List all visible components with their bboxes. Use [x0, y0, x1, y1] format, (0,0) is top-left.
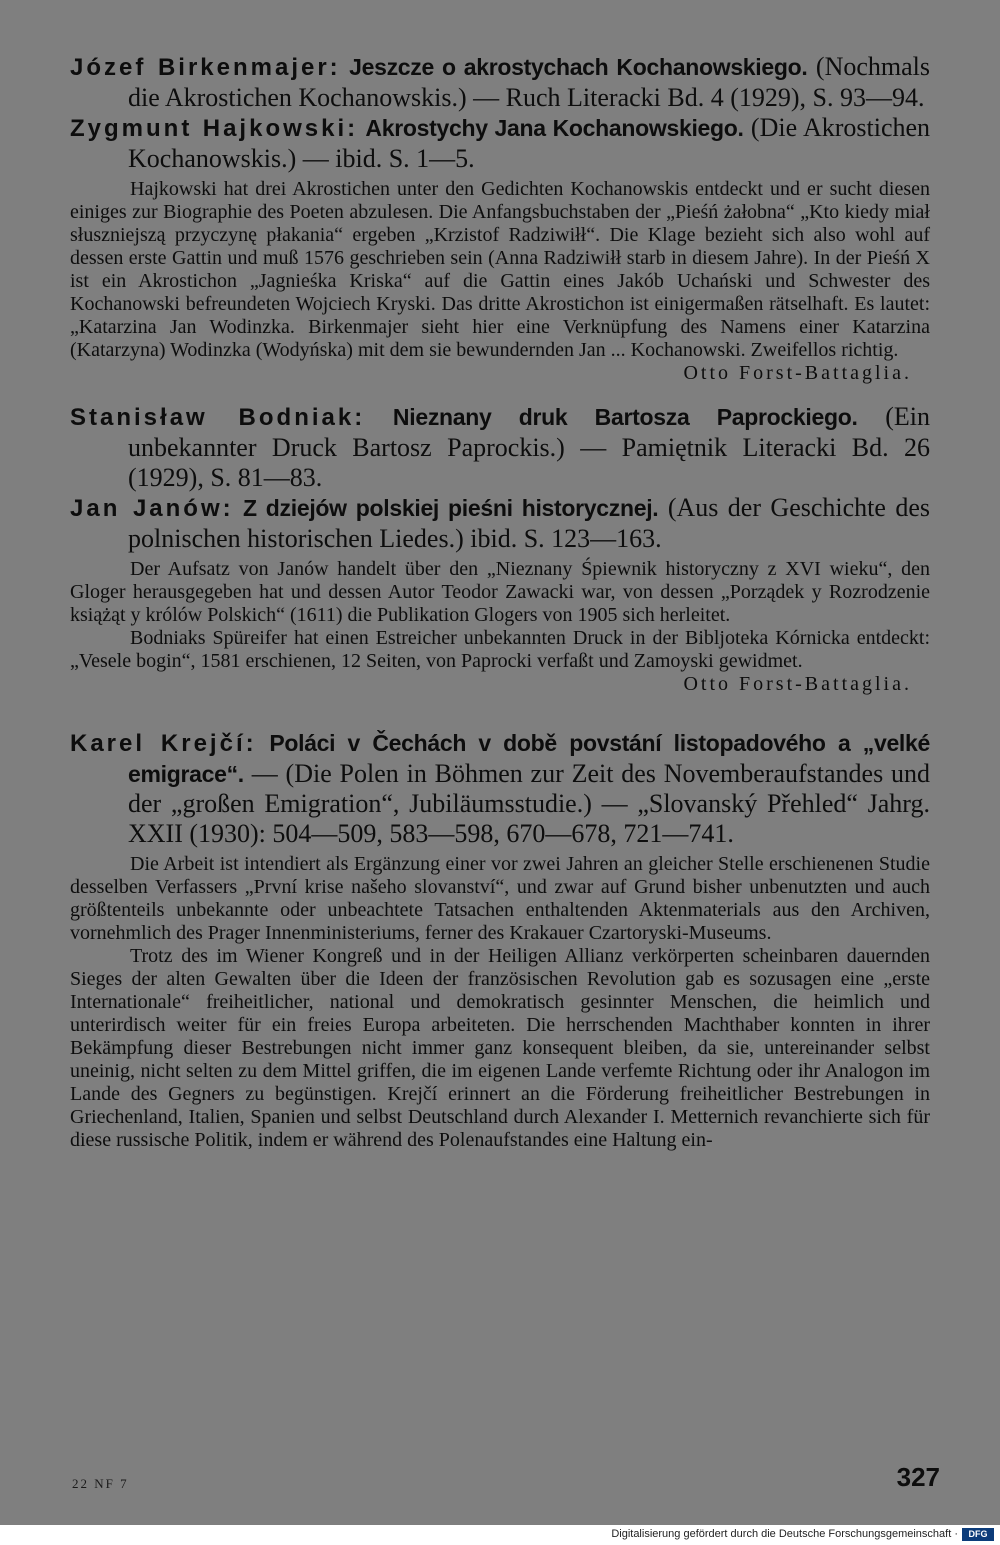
page-content: [70, 52, 930, 1152]
review-paragraph: Trotz des im Wiener Kongreß und in der Heiligen Allianz verkörperten scheinbaren dauernden Sieges der alten Gewalten über die Ideen der französischen Revolution gab es sozusagen eine „erste Internationale“ freiheitlicher, national und demokratisch gesinnter Menschen, die heimlich und unterirdisch weiter für ein freies Europa arbeiteten. Die herrschenden Machthaber konnten in ihrer Bekämpfung dieser Bestrebungen nicht immer ganz konsequent bleiben, da sie, untereinander selbst uneinig, nicht selten zu dem Mittel griffen, die im eigenen Lande verfemte Richtung oder ihr Analogon im Lande des Gegners zu begünstigen. Krejčí erinnert an die Förderung freiheitlicher Bestrebungen in Griechenland, Italien, Spanien und selbst Deutschland durch Alexander I. Metternich revanchierte sich für diese russische Politik, indem er während des Polenaufstandes eine Haltung ein-: [70, 945, 930, 1151]
entry-citation: (Ein unbekannter Druck Bartosz Paprockis.) — Pamiętnik Literacki Bd. 26 (1929), S. 81—83.: [128, 402, 930, 492]
entry-heading: [70, 728, 930, 849]
entry-heading: [70, 52, 930, 113]
entry-citation: — (Die Polen in Böhmen zur Zeit des Novemberaufstandes und der „großen Emigration“, Jubiläumsstudie.) — „Slovanský Přehled“ Jahrg. XXII (1930): 504—509, 583—598, 670—678, 721—741.: [128, 759, 931, 848]
bibliography-entry: [70, 493, 930, 696]
entry-citation: (Aus der Geschichte des polnischen historischen Liedes.) ibid. S. 123—163.: [128, 493, 931, 553]
review-paragraph: [70, 178, 930, 384]
dfg-logo-icon: DFG: [962, 1528, 994, 1541]
entry-author: Zygmunt Hajkowski:: [70, 115, 359, 142]
bibliography-entry: [70, 52, 930, 113]
review-signature: Otto Forst-Battaglia.: [683, 673, 912, 695]
entry-heading: [70, 402, 930, 493]
page-number: 327: [896, 1462, 940, 1492]
digitization-credit-text: Digitalisierung gefördert durch die Deutsche Forschungsgemeinschaft ·: [611, 1528, 958, 1540]
entry-title: Akrostychy Jana Kochanowskiego.: [365, 115, 744, 141]
signature-mark: 22 NF 7: [72, 1476, 129, 1491]
entry-title: Z dziejów polskiej pieśni historycznej.: [243, 495, 659, 521]
entry-citation: (Nochmals die Akrostichen Kochanowskis.) — Ruch Literacki Bd. 4 (1929), S. 93—94.: [128, 52, 930, 112]
entry-author: Karel Krejčí:: [70, 730, 257, 757]
entry-heading: [70, 113, 930, 174]
digitization-credit-bar: [0, 1525, 1000, 1545]
review-paragraph: Der Aufsatz von Janów handelt über den „Nieznany Śpiewnik historyczny z XVI wieku“, den Gloger herausgegeben hat und dessen Autor Teodor Zawacki war, von dessen „Porządek y Rozrodzenie książąt y królów Polskich“ (1611) die Publikation Glogers von 1905 sich herleitet.: [70, 558, 930, 626]
bibliography-entry: [70, 728, 930, 1152]
entry-author: Jan Janów:: [70, 495, 234, 522]
entry-title: Poláci v Čechách v době povstání listopadového a „velké emigrace“.: [128, 730, 931, 787]
review-signature: Otto Forst-Battaglia.: [683, 362, 912, 384]
entry-citation: (Die Akrostichen Kochanowskis.) — ibid. S. 1—5.: [128, 113, 931, 173]
review-text: Hajkowski hat drei Akrostichen unter den Gedichten Kochanowskis entdeckt und er sucht diesen einiges zur Biographie des Poeten abzulesen. Die Anfangsbuchstaben der „Pieśń żałobna“ „Kto kiedy miał słuszniejszą przyczynę płakania“ ergeben „Krzistof Radziwiłł“. Die Klage bezieht sich also wohl auf dessen erste Gattin und muß 1576 geschrieben sein (Anna Radziwiłł starb in diesem Jahre). In der Pieśń X ist ein Akrostichon „Jagnieśka Kriska“ auf die Gattin eines Jakób Uchański und Schwester des Kochanowski befreundeten Wojciech Kryski. Das dritte Akrostichon ist einigermaßen rätselhaft. Es lautet: „Katarzina Jan Wodinzka. Birkenmajer sieht hier eine Verknüpfung des Namens einer Katarzina (Katarzyna) Wodinzka (Wodyńska) mit dem sie bewundernden Jan ... Kochanowski. Zweifellos richtig.: [70, 178, 930, 361]
spacer: [70, 696, 930, 728]
entry-author: Stanisław Bodniak:: [70, 404, 366, 431]
review-paragraph: Die Arbeit ist intendiert als Ergänzung einer vor zwei Jahren an gleicher Stelle erschienenen Studie desselben Verfassers „První krise našeho slovanství“, und zwar auf Grund bisher unbenutzten und auch größtenteils unbekannte oder unbeachtete Tatsachen enthaltenden Aktenmaterials aus den Archiven, vornehmlich des Prager Innenministeriums, ferner des Krakauer Czartoryski-Museums.: [70, 853, 930, 944]
entry-title: Jeszcze o akrostychach Kochanowskiego.: [349, 54, 808, 80]
entry-title: Nieznany druk Bartosza Paprockiego.: [392, 404, 858, 430]
bibliography-entry: [70, 402, 930, 493]
review-paragraph: Bodniaks Spüreifer hat einen Estreicher unbekannten Druck in der Bibljoteka Kórnicka entdeckt: „Vesele bogin“, 1581 erschienen, 12 Seiten, von Paprocki verfaßt und Zamoyski gewidmet.: [70, 627, 930, 672]
entry-author: Józef Birkenmajer:: [70, 54, 341, 81]
entry-heading: [70, 493, 930, 554]
bibliography-entry: [70, 113, 931, 384]
